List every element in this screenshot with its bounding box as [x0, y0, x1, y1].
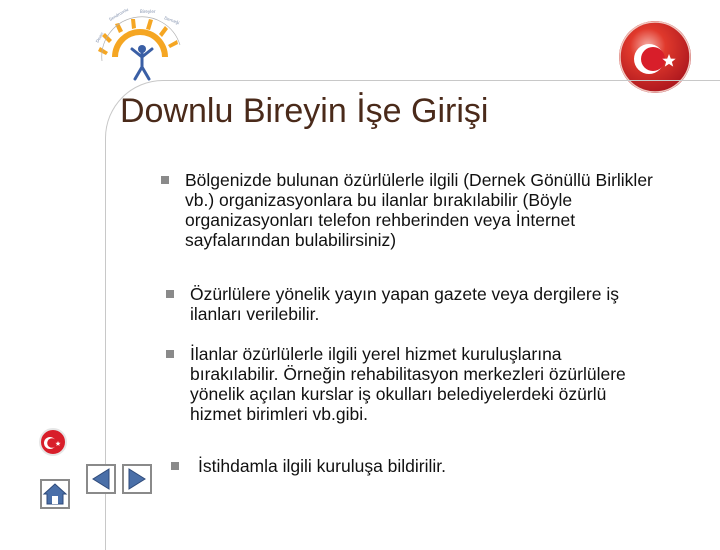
svg-text:Sendromlu: Sendromlu — [108, 6, 130, 22]
turkish-flag-icon — [37, 427, 69, 457]
square-bullet-icon — [161, 176, 169, 184]
square-bullet-icon — [166, 350, 174, 358]
square-bullet-icon — [171, 462, 179, 470]
list-item — [190, 284, 670, 324]
home-button[interactable] — [40, 479, 70, 509]
prev-arrow-icon — [88, 466, 114, 492]
list-item — [198, 456, 598, 476]
nav-flag-button[interactable] — [37, 427, 69, 457]
next-arrow-icon — [124, 466, 150, 492]
svg-text:Derneği: Derneği — [163, 15, 181, 26]
organization-logo — [92, 5, 190, 87]
previous-slide-button[interactable] — [86, 464, 116, 494]
home-icon — [42, 481, 68, 507]
square-bullet-icon — [166, 290, 174, 298]
list-item-text: İstihdamla ilgili kuruluşa bildirilir. — [198, 456, 447, 476]
list-item — [185, 170, 665, 250]
svg-text:Down: Down — [94, 31, 105, 44]
next-slide-button[interactable] — [122, 464, 152, 494]
sun-figure-logo-icon — [92, 5, 190, 87]
list-item-text: Bölgenizde bulunan özürlülerle ilgili (Dernek Gönüllü Birlikler vb.) organizasyonlara bu ilanlar bırakılabilir (Böyle organizasyonları telefon rehberinden veya İnternet sayfalarından bulabilirsiniz) — [185, 170, 653, 250]
list-item — [190, 344, 630, 424]
svg-text:Bireyler: Bireyler — [140, 9, 156, 14]
list-item-text: İlanlar özürlülerle ilgili yerel hizmet kuruluşlarına bırakılabilir. Örneğin rehabilitasyon merkezleri özürlülere yönelik açılan kurslar iş okulları belediyelerdeki özürlü hizmet birimleri vb.gibi. — [190, 344, 626, 424]
page-title: Downlu Bireyin İşe Girişi — [120, 92, 489, 130]
list-item-text: Özürlülere yönelik yayın yapan gazete veya dergilere iş ilanları verilebilir. — [190, 284, 619, 324]
